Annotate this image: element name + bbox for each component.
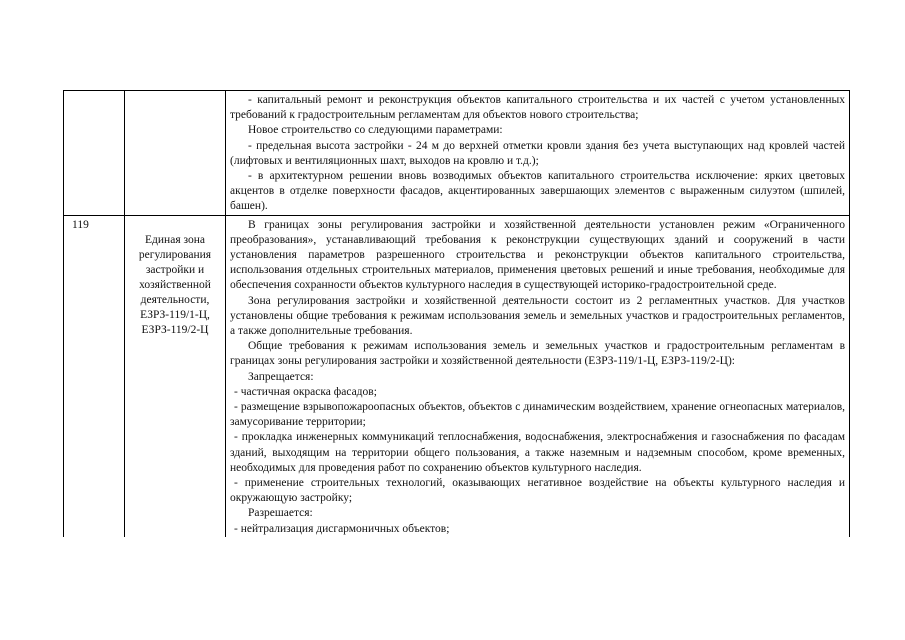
- requirement-paragraph: В границах зоны регулирования застройки и хозяйственной деятельности установлен режим «Ограниченного преобразования», устанавливающий требования к реконструкции существующих зданий и сооружений в части установления параметров разрешенного строительства и реконструкции объектов капитального строительства, использования отдельных строительных материалов, применения цветовых решений и иные требования, необходимые для обеспечения сохранности объектов культурного наследия в существующей историко-градостроительной среде.: [230, 218, 845, 292]
- row-number-cell: [64, 215, 125, 537]
- zone-name-cell: [125, 91, 226, 216]
- requirement-paragraph: - размещение взрывопожароопасных объектов, объектов с динамическим воздействием, хранение огнеопасных материалов, замусоривание территории;: [230, 401, 845, 429]
- requirement-paragraph: Новое строительство со следующими параметрами:: [248, 124, 503, 137]
- zone-name: [125, 91, 225, 93]
- row-number: [64, 91, 124, 93]
- requirement-paragraph: Зона регулирования застройки и хозяйственной деятельности состоит из 2 регламентных участков. Для участков установлены общие требования к режимам использования земель и земельных участков и градостроительных регламентов, а также дополнительные требования.: [230, 294, 845, 338]
- requirement-paragraph: - применение строительных технологий, оказывающих негативное воздействие на объекты культурного наследия и окружающую застройку;: [230, 477, 845, 505]
- requirement-paragraph: - в архитектурном решении вновь возводимых объектов капитального строительства исключение: ярких цветовых акцентов в отделке поверхности фасадов, акцентированных завершающих элементов с выраженным силуэтом (шпилей, башен).: [230, 170, 845, 213]
- table-row: [64, 91, 850, 216]
- requirements-cell: [226, 215, 850, 537]
- row-number: 119: [72, 218, 89, 231]
- regulation-table: [63, 90, 850, 537]
- table-row: [64, 215, 850, 537]
- requirement-paragraph: - капитальный ремонт и реконструкция объектов капитального строительства и их частей с учетом установленных требований к градостроительным регламентам для объектов нового строительства;: [230, 94, 845, 122]
- zone-name-cell: [125, 215, 226, 537]
- requirement-paragraph: Запрещается:: [248, 370, 314, 383]
- requirement-paragraph: - нейтрализация дисгармоничных объектов;: [234, 522, 450, 535]
- requirements-cell: [226, 91, 850, 216]
- requirement-paragraph: Общие требования к режимам использования земель и земельных участков и градостроительным регламентам в границах зоны регулирования застройки и хозяйственной деятельности (ЕЗРЗ-119/1-Ц, ЕЗРЗ-119/2-Ц):: [230, 340, 845, 368]
- requirement-paragraph: Разрешается:: [248, 507, 313, 520]
- requirement-paragraph: - прокладка инженерных коммуникаций теплоснабжения, водоснабжения, электроснабжения и газоснабжения по фасадам зданий, выходящим на территории общего пользования, а также наземным и надземным способом, кроме временных, необходимых для проведения работ по сохранению объектов культурного наследия.: [230, 431, 845, 474]
- requirement-paragraph: - частичная окраска фасадов;: [234, 385, 377, 398]
- zone-name: Единая зона регулирования застройки и хозяйственной деятельности, ЕЗРЗ-119/1-Ц, ЕЗРЗ-119/2-Ц: [138, 233, 212, 336]
- row-number-cell: [64, 91, 125, 216]
- requirement-paragraph: - предельная высота застройки - 24 м до верхней отметки кровли здания без учета выступающих над кровлей частей (лифтовых и вентиляционных шахт, выходов на кровлю и т.д.);: [230, 139, 845, 167]
